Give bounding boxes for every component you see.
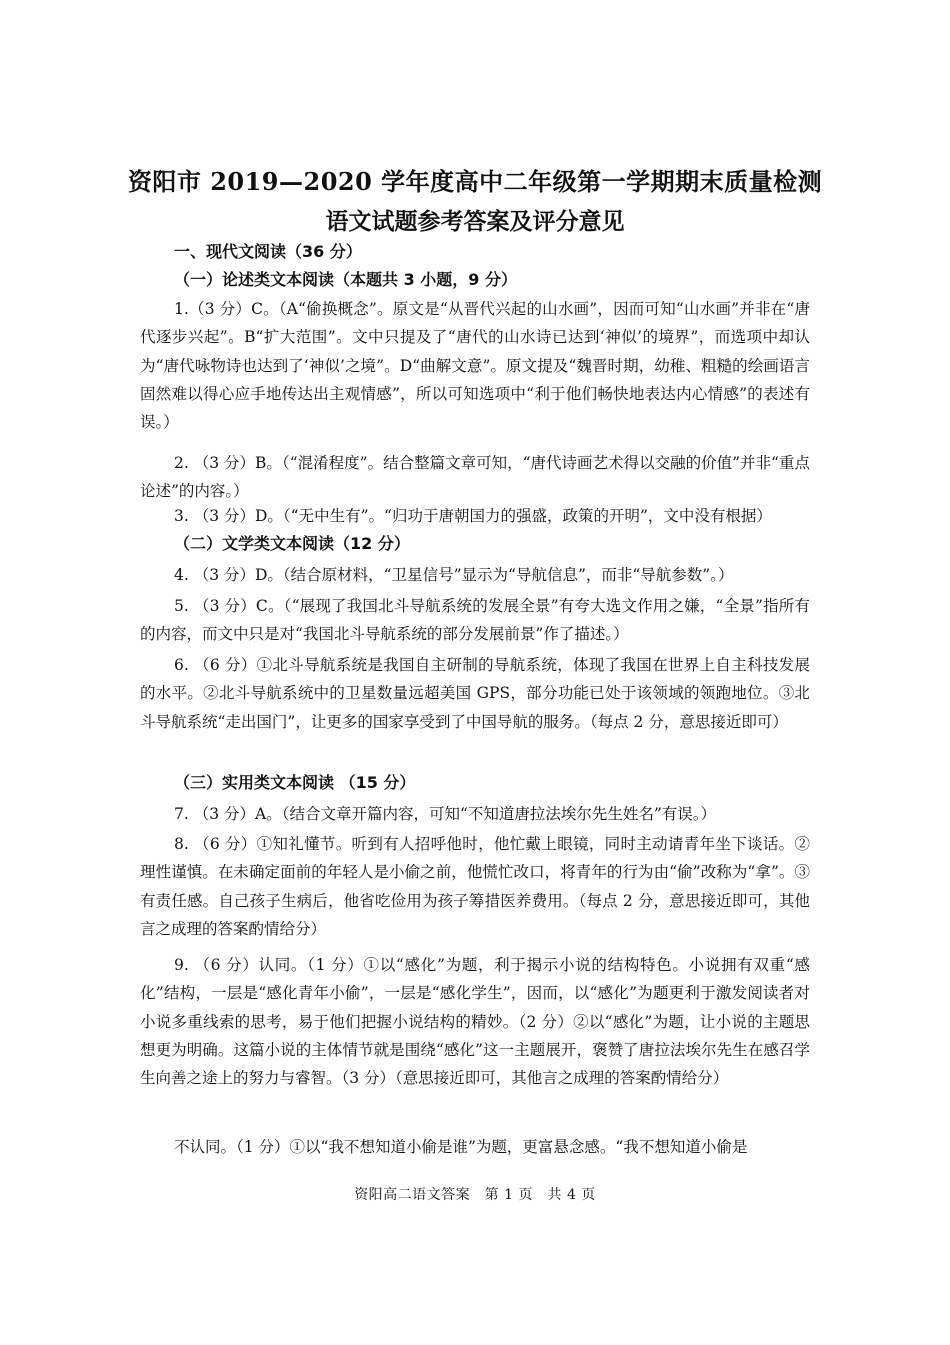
answer-q5: 5. （3 分）C。（“展现了我国北斗导航系统的发展全景”有夸大选文作用之嫌，“全景”指所有的内容，而文中只是对“我国北斗导航系统的部分发展前景”作了描述。） <box>140 597 810 644</box>
answer-q8: 8. （6 分）①知礼懂节。听到有人招呼他时，他忙戴上眼镜，同时主动请青年坐下谈话。②理性谨慎。在未确定面前的年轻人是小偷之前，他慌忙改口，将青年的行为由“偷”改称为“拿”。③有责任感。自己孩子生病后，他省吃俭用为孩子筹措医养费用。（每点 2 分，意思接近即可，其他言之成理的答案酌情给分） <box>140 835 810 938</box>
answer-q4: 4. （3 分）D。（结合原材料，“卫星信号”显示为“导航信息”，而非“导航参数”。） <box>174 566 734 584</box>
page-footer: 资阳高二语文答案 第 1 页 共 4 页 <box>354 1187 596 1203</box>
document-title: 资阳市 2019—2020 学年度高中二年级第一学期期末质量检测 <box>127 167 823 196</box>
answer-q9: 9. （6 分）认同。（1 分）①以“感化”为题，利于揭示小说的结构特色。小说拥有双重“感化”结构，一层是“感化青年小偷”，一层是“感化学生”，因而，以“感化”为题更利于激发阅读者对小说多重线索的思考，易于他们把握小说结构的精妙。（2 分）②以“感化”为题，让小说的主题思想更为明确。这篇小说的主体情节就是围绕“感化”这一主题展开，褒赞了唐拉法埃尔先生在感召学生向善之途上的努力与睿智。（3 分）（意思接近即可，其他言之成理的答案酌情给分） <box>140 956 810 1088</box>
answer-q1: 1.（3 分）C。（A“偷换概念”。原文是“从晋代兴起的山水画”，因而可知“山水画”并非在“唐代逐步兴起”。B“扩大范围”。文中只提及了“唐代的山水诗已达到‘神似’的境界”，而选项中却认为“唐代咏物诗也达到了‘神似’之境”。D“曲解文意”。原文提及“魏晋时期，幼稚、粗糙的绘画语言固然难以得心应手地传达出主观情感”，所以可知选项中“利于他们畅快地表达内心情感”的表述有误。） <box>140 300 810 432</box>
answer-q9-alternative: 不认同。（1 分）①以“我不想知道小偷是谁”为题，更富悬念感。“我不想知道小偷是 <box>174 1138 748 1156</box>
answer-q6: 6. （6 分）①北斗导航系统是我国自主研制的导航系统，体现了我国在世界上自主科技发展的水平。②北斗导航系统中的卫星数量远超美国 GPS，部分功能已处于该领域的领跑地位。③北斗导航系统“走出国门”，让更多的国家享受到了中国导航的服务。（每点 2 分，意思接近即可） <box>140 656 810 731</box>
answer-q2: 2. （3 分）B。（“混淆程度”。结合整篇文章可知，“唐代诗画艺术得以交融的价值”并非“重点论述”的内容。） <box>140 454 810 501</box>
subsection-heading-practical: （三）实用类文本阅读 （15 分） <box>174 773 416 792</box>
answer-q3: 3. （3 分）D。（“无中生有”。“归功于唐朝国力的强盛，政策的开明”，文中没有根据） <box>174 507 772 525</box>
answer-q7: 7. （3 分）A。（结合文章开篇内容，可知“不知道唐拉法埃尔先生姓名”有误。） <box>174 805 717 823</box>
subsection-heading-argumentative: （一）论述类文本阅读（本题共 3 小题，9 分） <box>174 270 517 289</box>
section-heading-modern-reading: 一、现代文阅读（36 分） <box>174 242 362 261</box>
document-subtitle: 语文试题参考答案及评分意见 <box>325 209 625 235</box>
subsection-heading-literary: （二）文学类文本阅读（12 分） <box>174 534 410 553</box>
